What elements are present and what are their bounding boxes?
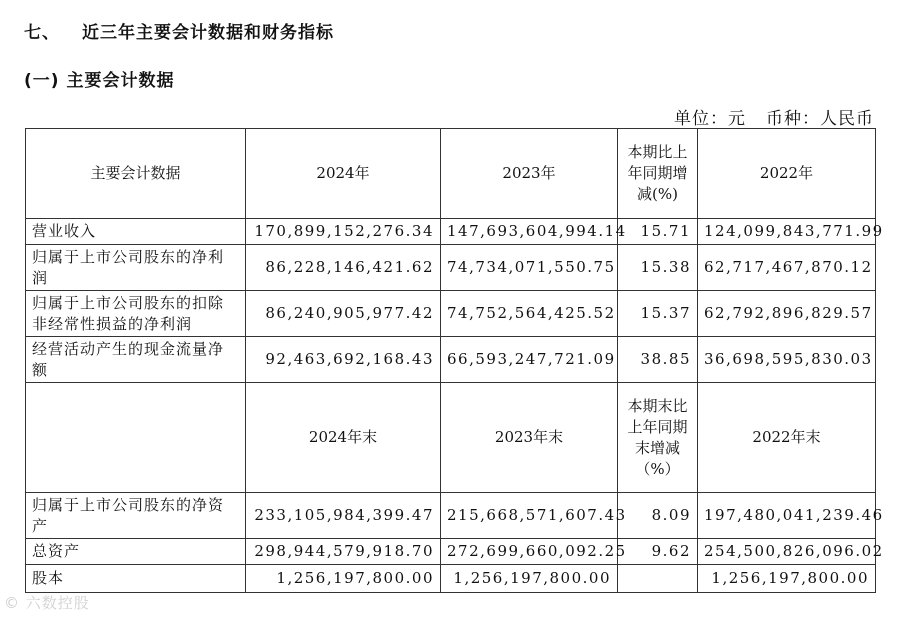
table-header-row [26, 129, 876, 219]
table-row: 经营活动产生的现金流量净额 92,463,692,168.43 66,593,247,721.09 38.85 36,698,595,830.03 [26, 337, 876, 383]
table-header-row [26, 383, 876, 493]
currency-label: 币种：人民币 [766, 109, 874, 129]
unit-line [674, 104, 874, 129]
unit-label: 单位：元 [674, 109, 746, 129]
accounting-data-table [25, 128, 884, 593]
watermark: © 六数控股 [4, 594, 90, 612]
table-row: 归属于上市公司股东的扣除非经常性损益的净利润 86,240,905,977.42 74,752,564,425.52 15.37 62,792,896,829.57 [26, 291, 876, 337]
table-row: 总资产 298,944,579,918.70 272,699,660,092.25 9.62 254,500,826,096.02 [26, 539, 876, 565]
header-cell: 2024年 [246, 129, 441, 219]
header-cell: 2022年 [698, 129, 876, 219]
header-cell: 2022年末 [698, 383, 876, 493]
table-row: 归属于上市公司股东的净资产 233,105,984,399.47 215,668,571,607.43 8.09 197,480,041,239.46 [26, 493, 876, 539]
section-title: 近三年主要会计数据和财务指标 [82, 23, 334, 43]
section-number: 七、 [24, 23, 60, 43]
subsection-heading: (一) 主要会计数据 [24, 71, 175, 91]
header-cell: 2024年末 [246, 383, 441, 493]
header-cell: 本期末比上年同期末增减（%） [618, 383, 698, 493]
header-cell: 2023年 [441, 129, 618, 219]
table-row: 归属于上市公司股东的净利润 86,228,146,421.62 74,734,071,550.75 15.38 62,717,467,870.12 [26, 245, 876, 291]
header-cell [26, 383, 246, 493]
table-row: 股本 1,256,197,800.00 1,256,197,800.00 1,256,197,800.00 [26, 565, 876, 593]
header-cell: 2023年末 [441, 383, 618, 493]
header-cell: 本期比上年同期增减(%) [618, 129, 698, 219]
section-heading [24, 18, 334, 43]
header-cell: 主要会计数据 [26, 129, 246, 219]
table-row: 营业收入 170,899,152,276.34 147,693,604,994.14 15.71 124,099,843,771.99 [26, 219, 876, 245]
